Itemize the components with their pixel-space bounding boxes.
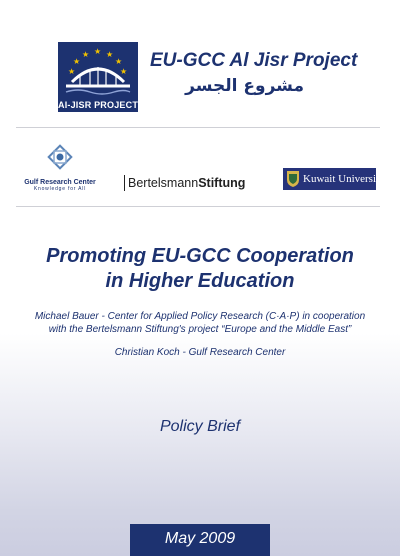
grc-emblem-icon xyxy=(45,142,75,172)
title-line-2: in Higher Education xyxy=(105,270,295,292)
document-type: Policy Brief xyxy=(159,418,241,435)
al-jisr-logo xyxy=(58,42,139,110)
document-title xyxy=(0,244,400,294)
project-header xyxy=(58,42,358,112)
kuwait-university-logo xyxy=(283,168,385,190)
svg-text:★: ★ xyxy=(68,67,76,76)
bertelsmann-bold: Stiftung xyxy=(198,176,246,190)
gulf-research-center-logo xyxy=(20,142,100,194)
grc-name: Gulf Research Center xyxy=(24,179,96,186)
bertelsmann-stiftung-logo xyxy=(124,175,245,191)
project-title-arabic: مشروع الجسر xyxy=(185,76,304,96)
author-1 xyxy=(0,310,400,336)
eu-stars-bridge-icon xyxy=(58,42,138,100)
grc-tagline: Knowledge for All xyxy=(33,186,87,192)
author-2: Christian Koch - Gulf Research Center xyxy=(114,347,286,358)
svg-text:★: ★ xyxy=(120,67,128,76)
svg-text:★: ★ xyxy=(94,47,102,56)
project-title: EU-GCC Al Jisr Project xyxy=(150,50,358,71)
publication-date: May 2009 xyxy=(130,524,270,556)
title-line-1: Promoting EU-GCC Cooperation xyxy=(46,245,354,267)
svg-text:★: ★ xyxy=(115,57,123,66)
kuwait-crest-icon xyxy=(286,170,300,188)
svg-text:★: ★ xyxy=(73,57,81,66)
partners-divider xyxy=(16,206,380,207)
logo-caption: AI-JISR PROJECT xyxy=(58,100,139,110)
svg-text:★: ★ xyxy=(106,50,114,59)
top-divider xyxy=(16,127,380,128)
author-1-line-1: Michael Bauer - Center for Applied Policy Research (C·A·P) in cooperation xyxy=(34,311,366,322)
author-1-line-2: with the Bertelsmann Stiftung's project “Europe and the Middle East” xyxy=(48,324,352,335)
svg-text:★: ★ xyxy=(82,50,90,59)
kuwait-university-name: Kuwait University xyxy=(303,173,385,185)
bertelsmann-regular: Bertelsmann xyxy=(128,176,199,190)
